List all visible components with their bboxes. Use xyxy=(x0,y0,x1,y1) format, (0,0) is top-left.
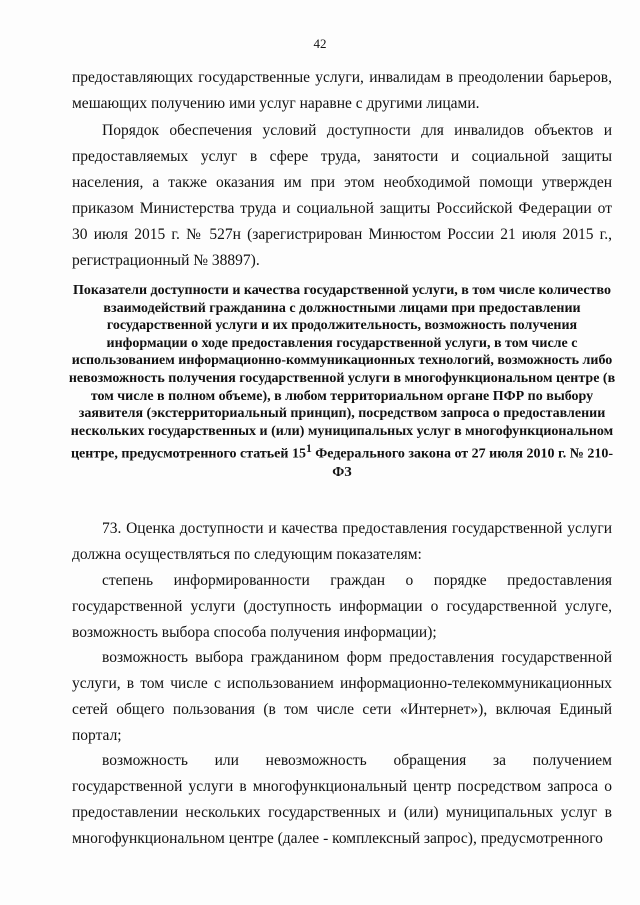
paragraph-text: 73. Оценка доступности и качества предоставления государственной услуги должна осуществляться по следующим показателям: xyxy=(72,520,612,563)
heading-text: Показатели доступности и качества государственной услуги, в том числе количество взаимодействий гражданина с должностными лицами при предоставлении государственной услуги и их продолжительность, возможность получения информации о ходе предоставления государственной услуги, в том числе с использованием информационно-коммуникационных технологий, возможность либо невозможность получения государственной услуги в многофункциональном центре (в том числе в полном объеме), в любом территориальном органе ПФР по выбору заявителя (экстерриториальный принцип), посредством запроса о предоставлении нескольких государственных и (или) муниципальных услуг в многофункциональном центре, предусмотренного статьей 15 xyxy=(68,283,616,462)
paragraph-item-73 xyxy=(72,516,612,568)
paragraph-text: возможность выбора гражданином форм предоставления государственной услуги, в том числе с использованием информационно-телекоммуникационных сетей общего пользования (в том числе сети «Интернет»), включая Единый портал; xyxy=(72,649,612,744)
heading-superscript: 1 xyxy=(305,442,312,456)
paragraph-text: степень информированности граждан о порядке предоставления государственной услуги (доступность информации о государственной услуге, возможность выбора способа получения информации); xyxy=(72,572,612,641)
paragraph-informedness xyxy=(72,568,612,646)
section-heading xyxy=(66,282,618,481)
heading-text-end: Федерального закона от 27 июля 2010 г. № 210-ФЗ xyxy=(311,447,613,480)
paragraph-mfc-request xyxy=(72,748,612,852)
paragraph-text: возможность или невозможность обращения за получением государственной услуги в многофункциональный центр посредством запроса о предоставлении нескольких государственных и (или) муниципальных услуг в многофункциональном центре (далее - комплексный запрос), предусмотренного xyxy=(72,752,612,847)
paragraph-service-forms xyxy=(72,645,612,749)
paragraph-text: Порядок обеспечения условий доступности для инвалидов объектов и предоставляемых услуг в сфере труда, занятости и социальной защиты населения, а также оказания им при этом необходимой помощи утвержден приказом Министерства труда и социальной защиты Российской Федерации от 30 июля 2015 г. № 527н (зарегистрирован Минюстом России 21 июля 2015 г., регистрационный № 38897). xyxy=(72,122,612,269)
paragraph-accessibility-order xyxy=(72,118,612,274)
paragraph-continuation xyxy=(72,65,612,117)
paragraph-text: предоставляющих государственные услуги, инвалидам в преодолении барьеров, мешающих получению ими услуг наравне с другими лицами. xyxy=(72,69,612,112)
page-number: 42 xyxy=(313,36,327,51)
